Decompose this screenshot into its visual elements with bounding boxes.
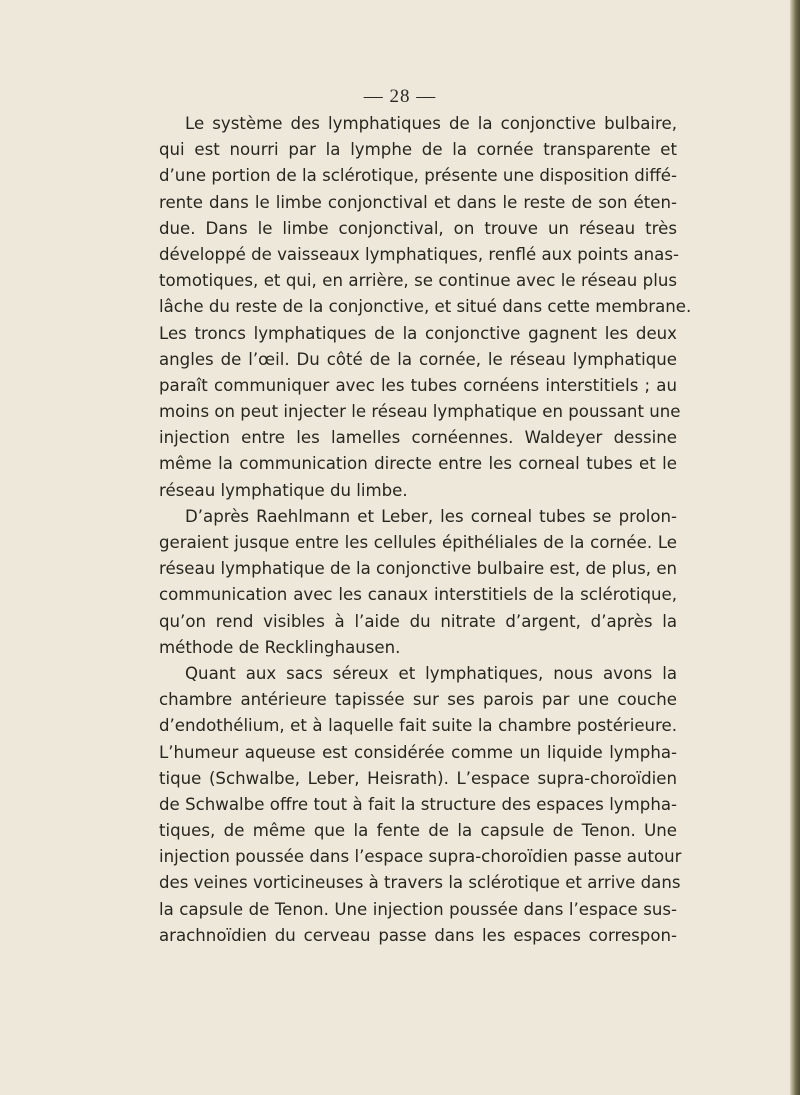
text-line: lâche du reste de la conjonctive, et situé dans cette membrane.: [159, 297, 692, 317]
text-line: rente dans le limbe conjonctival et dans le reste de son éten-: [159, 192, 677, 212]
text-line: développé de vaisseaux lymphatiques, renflé aux points anas-: [159, 244, 679, 264]
text-line: tomotiques, et qui, en arrière, se continue avec le réseau plus: [159, 271, 677, 291]
page-number: — 28 —: [363, 86, 437, 107]
text-line: de Schwalbe offre tout à fait la structure des espaces lympha-: [159, 794, 677, 814]
body-text: [159, 111, 692, 949]
text-line: réseau lymphatique du limbe.: [159, 480, 408, 500]
page-edge-shadow: [790, 0, 800, 1095]
text-line: qui est nourri par la lymphe de la cornée transparente et: [159, 140, 677, 160]
text-line: Les troncs lymphatiques de la conjonctive gagnent les deux: [159, 323, 677, 343]
text-line: chambre antérieure tapissée sur ses parois par une couche: [159, 690, 677, 710]
text-line: L’humeur aqueuse est considérée comme un liquide lympha-: [159, 742, 677, 762]
text-line: injection poussée dans l’espace supra-choroïdien passe autour: [159, 847, 682, 867]
text-line: d’une portion de la sclérotique, présente une disposition diffé-: [159, 166, 677, 186]
text-line: moins on peut injecter le réseau lymphatique en poussant une: [159, 402, 681, 422]
text-line: même la communication directe entre les corneal tubes et le: [159, 454, 677, 474]
text-line: D’après Raehlmann et Leber, les corneal tubes se prolon-: [185, 506, 677, 526]
text-line: réseau lymphatique de la conjonctive bulbaire est, de plus, en: [159, 559, 678, 579]
text-line: paraît communiquer avec les tubes cornéens interstitiels ; au: [159, 375, 677, 395]
text-line: injection entre les lamelles cornéennes. Waldeyer dessine: [159, 428, 677, 448]
text-line: tique (Schwalbe, Leber, Heisrath). L’espace supra-choroïdien: [159, 768, 677, 788]
text-line: Quant aux sacs séreux et lymphatiques, nous avons la: [185, 663, 677, 683]
text-line: méthode de Recklinghausen.: [159, 637, 401, 657]
text-line: arachnoïdien du cerveau passe dans les espaces correspon-: [159, 925, 677, 945]
text-line: geraient jusque entre les cellules épithéliales de la cornée. Le: [159, 533, 677, 552]
text-line: Le système des lymphatiques de la conjonctive bulbaire,: [185, 114, 677, 133]
text-line: tiques, de même que la fente de la capsule de Tenon. Une: [159, 821, 677, 841]
text-line: angles de l’œil. Du côté de la cornée, le réseau lymphatique: [159, 349, 677, 369]
text-line: due. Dans le limbe conjonctival, on trouve un réseau très: [159, 218, 677, 238]
text-line: la capsule de Tenon. Une injection poussée dans l’espace sus-: [159, 899, 677, 919]
text-line: qu’on rend visibles à l’aide du nitrate d’argent, d’après la: [159, 611, 677, 631]
text-line: des veines vorticineuses à travers la sclérotique et arrive dans: [159, 873, 681, 893]
text-line: communication avec les canaux interstitiels de la sclérotique,: [159, 585, 677, 605]
text-line: d’endothélium, et à laquelle fait suite la chambre postérieure.: [159, 716, 677, 736]
